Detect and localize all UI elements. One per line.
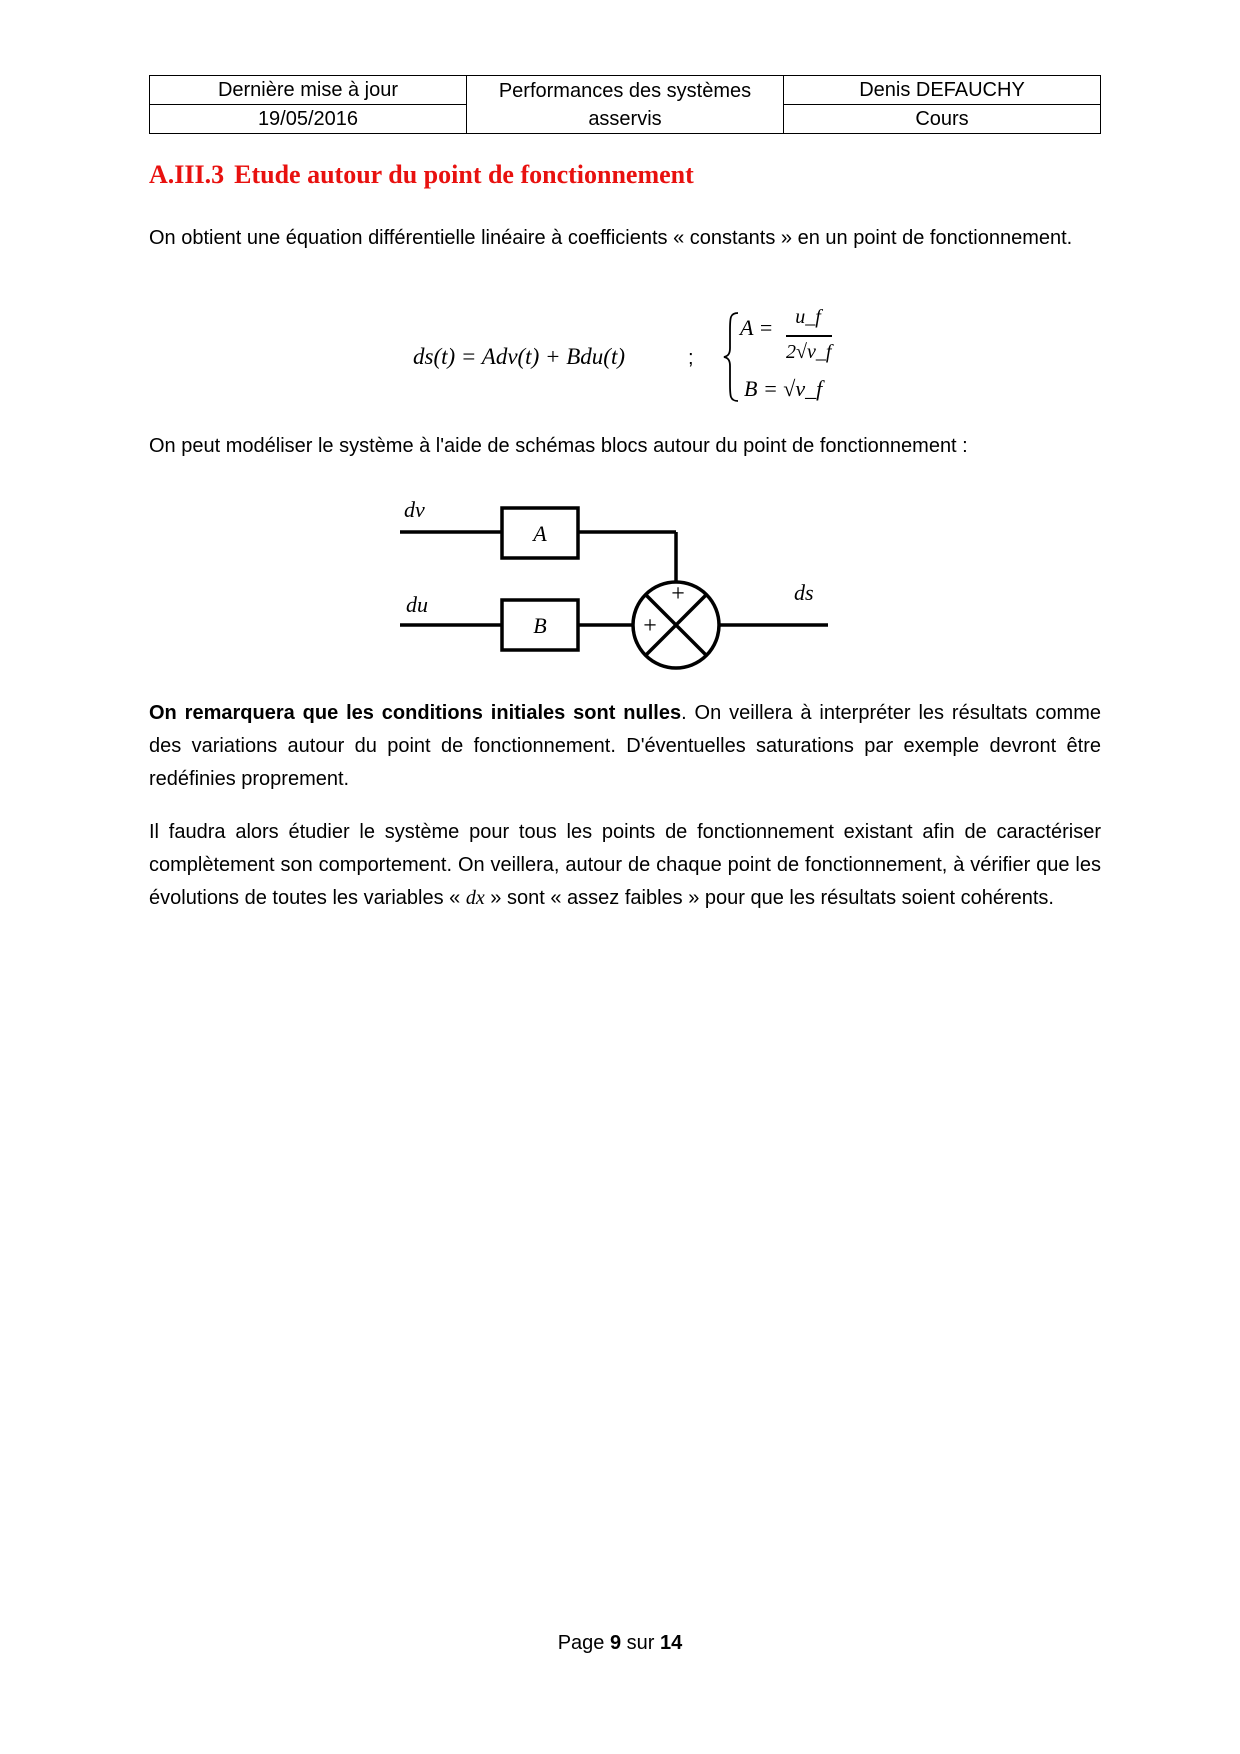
paragraph-3 xyxy=(149,697,1101,796)
subject-line1: Performances des systèmes xyxy=(498,79,752,102)
paragraph-3-rest: . On veillera à interpréter les résultats comme des variations autour du point de fonctionnement. D'éventuelles saturations par exemple devront être redéfinies proprement. xyxy=(149,702,1101,790)
paragraph-4 xyxy=(149,816,1101,915)
page-footer xyxy=(0,1632,1240,1655)
paragraph-2: On peut modéliser le système à l'aide de schémas blocs autour du point de fonctionnement : xyxy=(149,435,968,457)
block-diagram xyxy=(396,490,836,680)
paragraph-4-part2: » sont « assez faibles » pour que les résultats soient cohérents. xyxy=(484,887,1054,909)
sign-top: + xyxy=(671,581,685,607)
section-title-text: Etude autour du point de fonctionnement xyxy=(234,160,694,189)
update-date: 19/05/2016 xyxy=(150,105,467,134)
header-table xyxy=(149,75,1101,134)
label-ds: ds xyxy=(794,580,814,605)
subject-cell xyxy=(467,76,784,134)
page-number: 9 xyxy=(609,1632,622,1654)
A-numerator: u_f xyxy=(795,306,821,328)
B-definition: B = √v_f xyxy=(744,376,823,401)
variable-dx: dx xyxy=(465,887,485,909)
section-number: A.III.3 xyxy=(149,160,225,189)
label-dv: dv xyxy=(404,497,425,522)
label-block-A: A xyxy=(533,521,547,546)
author: Denis DEFAUCHY xyxy=(784,76,1101,105)
paragraph-1: On obtient une équation différentielle linéaire à coefficients « constants » en un point de fonctionnement. xyxy=(149,227,1073,249)
footer-prefix: Page xyxy=(557,1632,610,1654)
page-total: 14 xyxy=(660,1632,683,1654)
paragraph-3-bold: On remarquera que les conditions initiales sont nulles xyxy=(149,702,682,724)
section-title xyxy=(149,160,694,190)
system-brace xyxy=(722,310,742,404)
doc-type: Cours xyxy=(784,105,1101,134)
main-equation: ds(t) = Adv(t) + Bdu(t) xyxy=(413,344,626,369)
last-update-label: Dernière mise à jour xyxy=(150,76,467,105)
subject-line2: asservis xyxy=(588,107,662,130)
A-definition-lhs: A = xyxy=(740,315,774,340)
fraction-bar xyxy=(786,335,832,337)
label-du: du xyxy=(406,592,428,617)
label-block-B: B xyxy=(533,613,547,638)
paragraph-4-part1: Il faudra alors étudier le système pour tous les points de fonctionnement existant afin de caractériser complètement son comportement. On veillera, autour de chaque point de fonctionnement, à vérifier que les évolutions de toutes les variables « xyxy=(149,821,1101,909)
sign-left: + xyxy=(643,613,657,639)
footer-middle: sur xyxy=(621,1632,661,1654)
A-denominator: 2√v_f xyxy=(786,341,832,363)
equation-separator: ; xyxy=(688,347,694,369)
